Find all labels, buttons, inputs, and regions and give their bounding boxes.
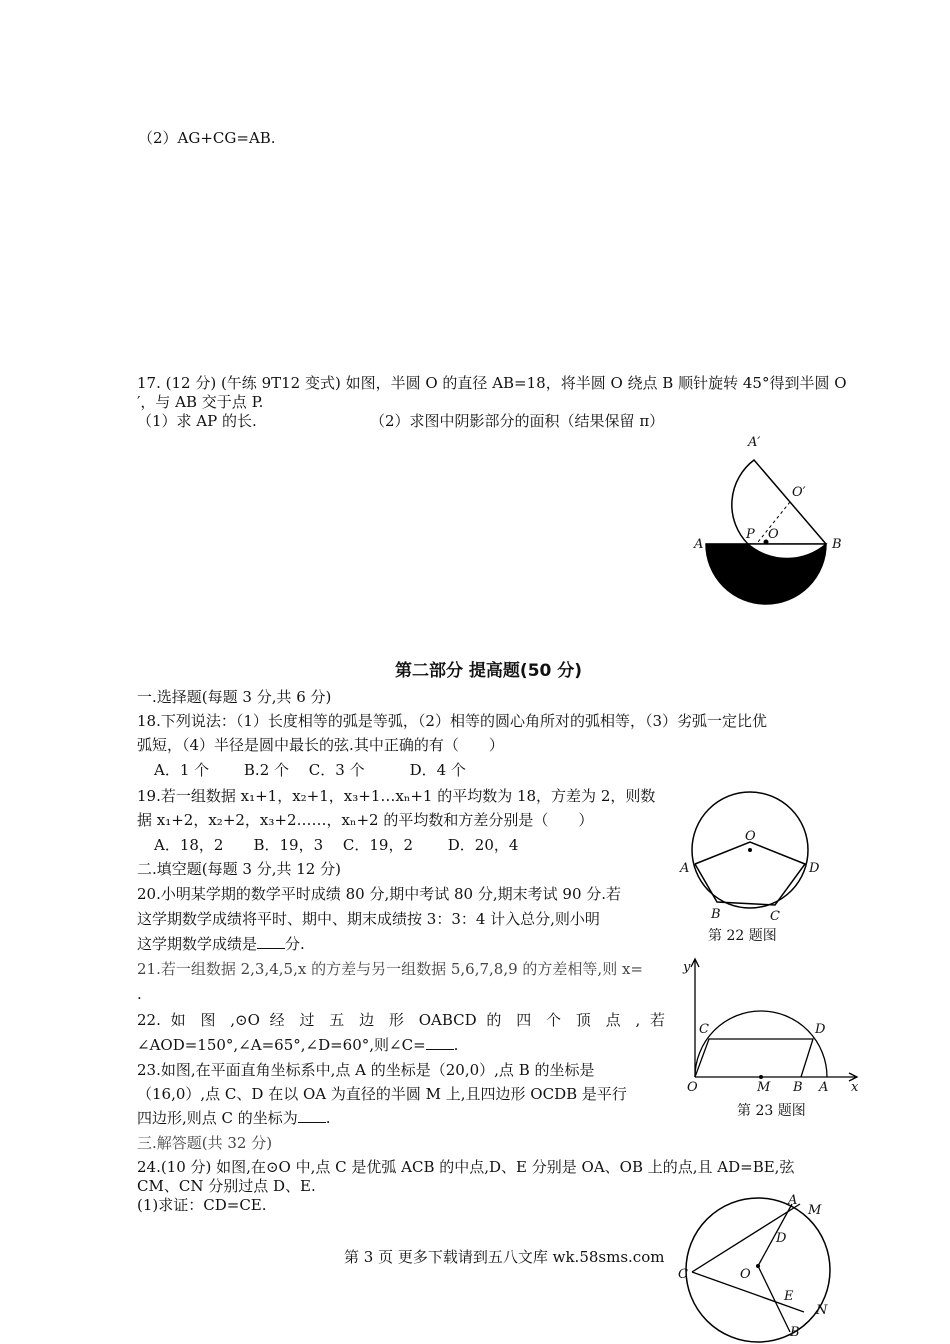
q17-part2: （2）求图中阴影部分的面积（结果保留 π） <box>370 412 665 430</box>
q18-line2: 弧短，（4）半径是圆中最长的弦.其中正确的有（ ） <box>137 736 504 754</box>
center-dot <box>756 1264 760 1268</box>
q22-blank[interactable] <box>426 1035 454 1050</box>
center-dot <box>748 848 752 852</box>
q21-line1: 21.若一组数据 2,3,4,5,x 的方差与另一组数据 5,6,7,8,9 的方差相等,则 x= <box>137 960 643 978</box>
label-p: P <box>746 527 755 542</box>
figure-q23 <box>675 955 865 1100</box>
page-footer: 第 3 页 更多下载请到五八文库 wk.58sms.com <box>344 1248 665 1266</box>
label-o: O <box>745 829 756 844</box>
fill-header: 二.填空题(每题 3 分,共 12 分) <box>137 860 341 878</box>
q24-part1: (1)求证：CD=CE. <box>137 1196 267 1214</box>
label-a-prime: A′ <box>748 435 761 450</box>
q23-line2: （16,0）,点 C、D 在以 OA 为直径的半圆 M 上,且四边形 OCDB 是平行 <box>137 1085 627 1103</box>
label-d: D <box>776 1231 787 1246</box>
q16-part2: （2）AG+CG=AB. <box>138 129 276 147</box>
q20-line2: 这学期数学成绩将平时、期中、期末成绩按 3：3：4 计入总分,则小明 <box>137 910 600 928</box>
q23-line3-pre: 四边形,则点 C 的坐标为 <box>137 1109 298 1127</box>
q20-line1: 20.小明某学期的数学平时成绩 80 分,期中考试 80 分,期末考试 90 分.若 <box>137 885 622 903</box>
q23-blank[interactable] <box>298 1108 326 1123</box>
q18-options: A．1 个 B.2 个 C．3 个 D．4 个 <box>154 761 466 779</box>
label-o-prime: O′ <box>792 485 806 500</box>
q17-part1: （1）求 AP 的长. <box>137 412 257 430</box>
label-b: B <box>711 907 721 922</box>
q23-line1: 23.如图,在平面直角坐标系中,点 A 的坐标是（20,0）,点 B 的坐标是 <box>137 1061 595 1079</box>
q17-line1: 17. (12 分) (午练 9T12 变式) 如图，半圆 O 的直径 AB=18，将半圆 O 绕点 B 顺针旋转 45°得到半圆 O <box>137 374 847 392</box>
fig23-caption: 第 23 题图 <box>737 1103 806 1119</box>
label-e: E <box>784 1289 794 1304</box>
label-c: C <box>678 1267 688 1282</box>
label-o: O <box>687 1080 698 1095</box>
q20-line3-pre: 这学期数学成绩是 <box>137 935 258 953</box>
label-d: D <box>809 861 820 876</box>
label-a: A <box>788 1193 798 1208</box>
label-n: N <box>816 1303 828 1318</box>
label-y: y <box>683 960 691 975</box>
q20-line3 <box>137 934 305 954</box>
section2-title: 第二部分 提高题(50 分) <box>395 661 583 681</box>
radius-oa <box>758 1204 792 1266</box>
q21-line2: . <box>137 985 142 1003</box>
solve-header: 三.解答题(共 32 分) <box>137 1134 273 1152</box>
semicircle-m <box>695 1011 827 1077</box>
q22-line1: 22. 如 图 ,⊙O 经 过 五 边 形 OABCD 的 四 个 顶 点 , 若 <box>137 1011 665 1029</box>
q20-line3-post: 分. <box>285 935 305 953</box>
q22-line2 <box>137 1035 458 1055</box>
label-o: O <box>740 1267 751 1282</box>
label-x: x <box>851 1080 859 1095</box>
label-b: B <box>832 537 842 552</box>
label-b: B <box>793 1080 803 1095</box>
q23-line3 <box>137 1108 331 1128</box>
figure-q24 <box>670 1190 840 1340</box>
fig22-caption: 第 22 题图 <box>708 928 777 944</box>
q23-line3-post: . <box>325 1109 331 1127</box>
label-m: M <box>808 1203 822 1218</box>
circle-o <box>686 1198 830 1342</box>
q22-line2-post: . <box>453 1036 459 1054</box>
q24-line1: 24.(10 分) 如图,在⊙O 中,点 C 是优弧 ACB 的中点,D、E 分别是 OA、OB 上的点,且 AD=BE,弦 <box>137 1158 795 1176</box>
q19-line1: 19.若一组数据 x₁+1，x₂+1，x₃+1…xₙ+1 的平均数为 18，方差为 2，则数 <box>137 787 656 805</box>
figure-q17 <box>690 430 850 610</box>
mc-header: 一.选择题(每题 3 分,共 6 分) <box>137 688 332 706</box>
label-a: A <box>680 861 690 876</box>
label-d: D <box>815 1022 826 1037</box>
q19-options: A．18，2 B．19，3 C．19，2 D．20，4 <box>154 836 519 854</box>
figure-q22 <box>675 790 825 925</box>
label-a: A <box>694 537 704 552</box>
q24-line2: CM、CN 分别过点 D、E. <box>137 1177 316 1195</box>
label-c: C <box>699 1022 709 1037</box>
center-m-dot <box>759 1075 763 1079</box>
q17-line2: ′，与 AB 交于点 P. <box>137 393 264 411</box>
parallelogram-ocdb <box>695 1039 813 1077</box>
q19-line2: 据 x₁+2，x₂+2，x₃+2……，xₙ+2 的平均数和方差分别是（ ） <box>137 811 594 829</box>
q20-blank[interactable] <box>257 934 285 949</box>
label-o: O <box>768 527 779 542</box>
q18-line1: 18.下列说法：（1）长度相等的弧是等弧，（2）相等的圆心角所对的弧相等，（3）劣弧一定比优 <box>137 712 767 730</box>
label-c: C <box>770 909 780 924</box>
q22-line2-pre: ∠AOD=150°,∠A=65°,∠D=60°,则∠C= <box>137 1036 426 1054</box>
label-b: B <box>790 1325 800 1340</box>
label-a: A <box>819 1080 829 1095</box>
label-m: M <box>757 1080 771 1095</box>
